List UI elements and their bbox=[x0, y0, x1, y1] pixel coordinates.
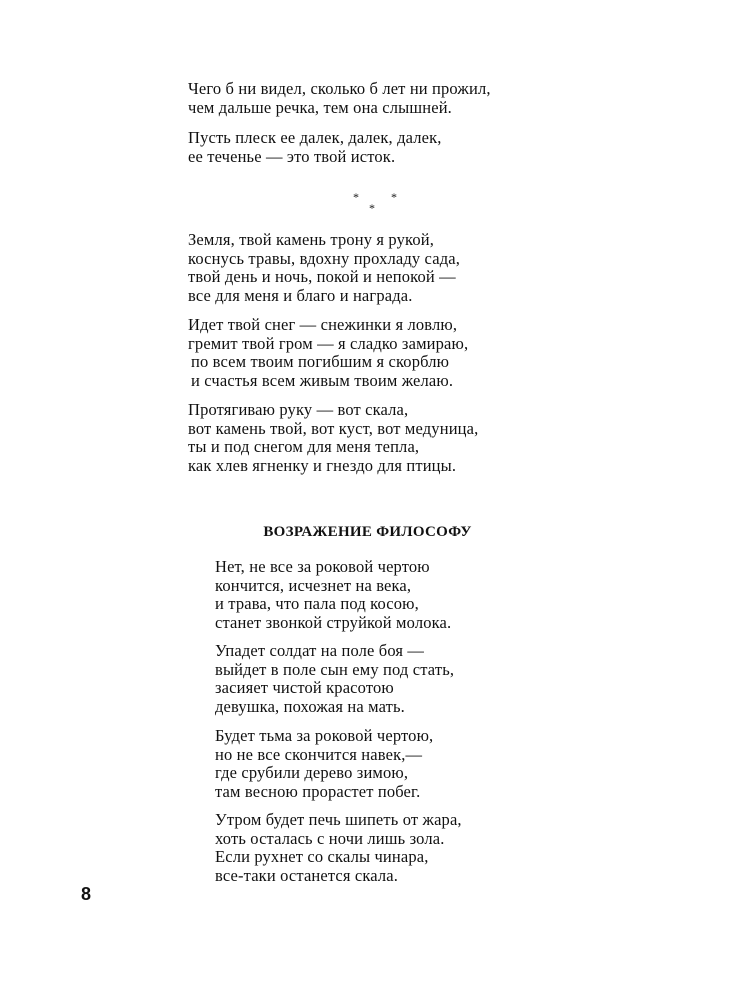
poem-line: вот камень твой, вот куст, вот медуница, bbox=[188, 418, 479, 438]
divider-asterisk: * bbox=[369, 201, 375, 215]
section-divider bbox=[345, 186, 405, 215]
poem-three-stanza-1 bbox=[215, 558, 451, 632]
poem-line: выйдет в поле сын ему под стать, bbox=[215, 659, 455, 679]
poem-two-stanza-2 bbox=[188, 316, 468, 390]
poem-line: Упадет солдат на поле боя — bbox=[215, 641, 425, 660]
poem-line: ее теченье — это твой исток. bbox=[188, 146, 396, 166]
poem-line: по всем твоим погибшим я скорблю bbox=[191, 352, 450, 371]
poem-line: но не все скончится навек,— bbox=[215, 744, 423, 764]
poem-line: Нет, не все за роковой чертою bbox=[215, 557, 430, 576]
poem-line: Если рухнет со скалы чинара, bbox=[215, 847, 429, 866]
poem-line: чем дальше речка, тем она слышней. bbox=[188, 97, 452, 117]
poem-line: Чего б ни видел, сколько б лет ни прожил, bbox=[188, 79, 491, 98]
poem-line: Будет тьма за роковой чертою, bbox=[215, 726, 434, 745]
poem-line: Земля, твой камень трону я рукой, bbox=[188, 230, 434, 249]
poem-line: коснусь травы, вдохну прохладу сада, bbox=[188, 248, 460, 268]
poem-line: кончится, исчезнет на века, bbox=[215, 575, 412, 595]
poem-line: засияет чистой красотою bbox=[215, 678, 394, 697]
poem-line: девушка, похожая на мать. bbox=[215, 696, 405, 716]
page-number: 8 bbox=[81, 884, 92, 904]
poem-three-stanza-4 bbox=[215, 811, 462, 885]
poem-line: хоть осталась с ночи лишь зола. bbox=[215, 828, 445, 848]
poem-two-stanza-1 bbox=[188, 231, 460, 305]
divider-asterisk: * bbox=[391, 190, 397, 204]
poem-one-stanza-2 bbox=[188, 129, 442, 166]
poem-title: ВОЗРАЖЕНИЕ ФИЛОСОФУ bbox=[263, 524, 472, 540]
poem-line: все-таки останется скала. bbox=[215, 865, 399, 885]
poem-one-stanza-1 bbox=[188, 80, 491, 117]
poem-line: гремит твой гром — я сладко замираю, bbox=[188, 333, 469, 353]
poem-line: Утром будет печь шипеть от жара, bbox=[215, 810, 462, 829]
poem-line: Протягиваю руку — вот скала, bbox=[188, 400, 409, 419]
poem-two-stanza-3 bbox=[188, 401, 478, 475]
poem-line: и трава, что пала под косою, bbox=[215, 594, 419, 613]
divider-asterisk: * bbox=[353, 190, 359, 204]
poem-line: Идет твой снег — снежинки я ловлю, bbox=[188, 315, 458, 334]
poem-line: ты и под снегом для меня тепла, bbox=[188, 437, 420, 456]
poem-line: и счастья всем живым твоим желаю. bbox=[191, 370, 454, 390]
poem-line: станет звонкой струйкой молока. bbox=[215, 612, 452, 632]
poem-three-stanza-3 bbox=[215, 727, 433, 801]
poem-three-stanza-2 bbox=[215, 642, 454, 716]
poem-line: как хлев ягненку и гнездо для птицы. bbox=[188, 455, 457, 475]
poem-line: твой день и ночь, покой и непокой — bbox=[188, 267, 456, 286]
poem-line: все для меня и благо и награда. bbox=[188, 285, 413, 305]
poem-line: где срубили дерево зимою, bbox=[215, 763, 409, 782]
poem-line: там весною прорастет побег. bbox=[215, 781, 421, 801]
poem-line: Пусть плеск ее далек, далек, далек, bbox=[188, 128, 442, 147]
